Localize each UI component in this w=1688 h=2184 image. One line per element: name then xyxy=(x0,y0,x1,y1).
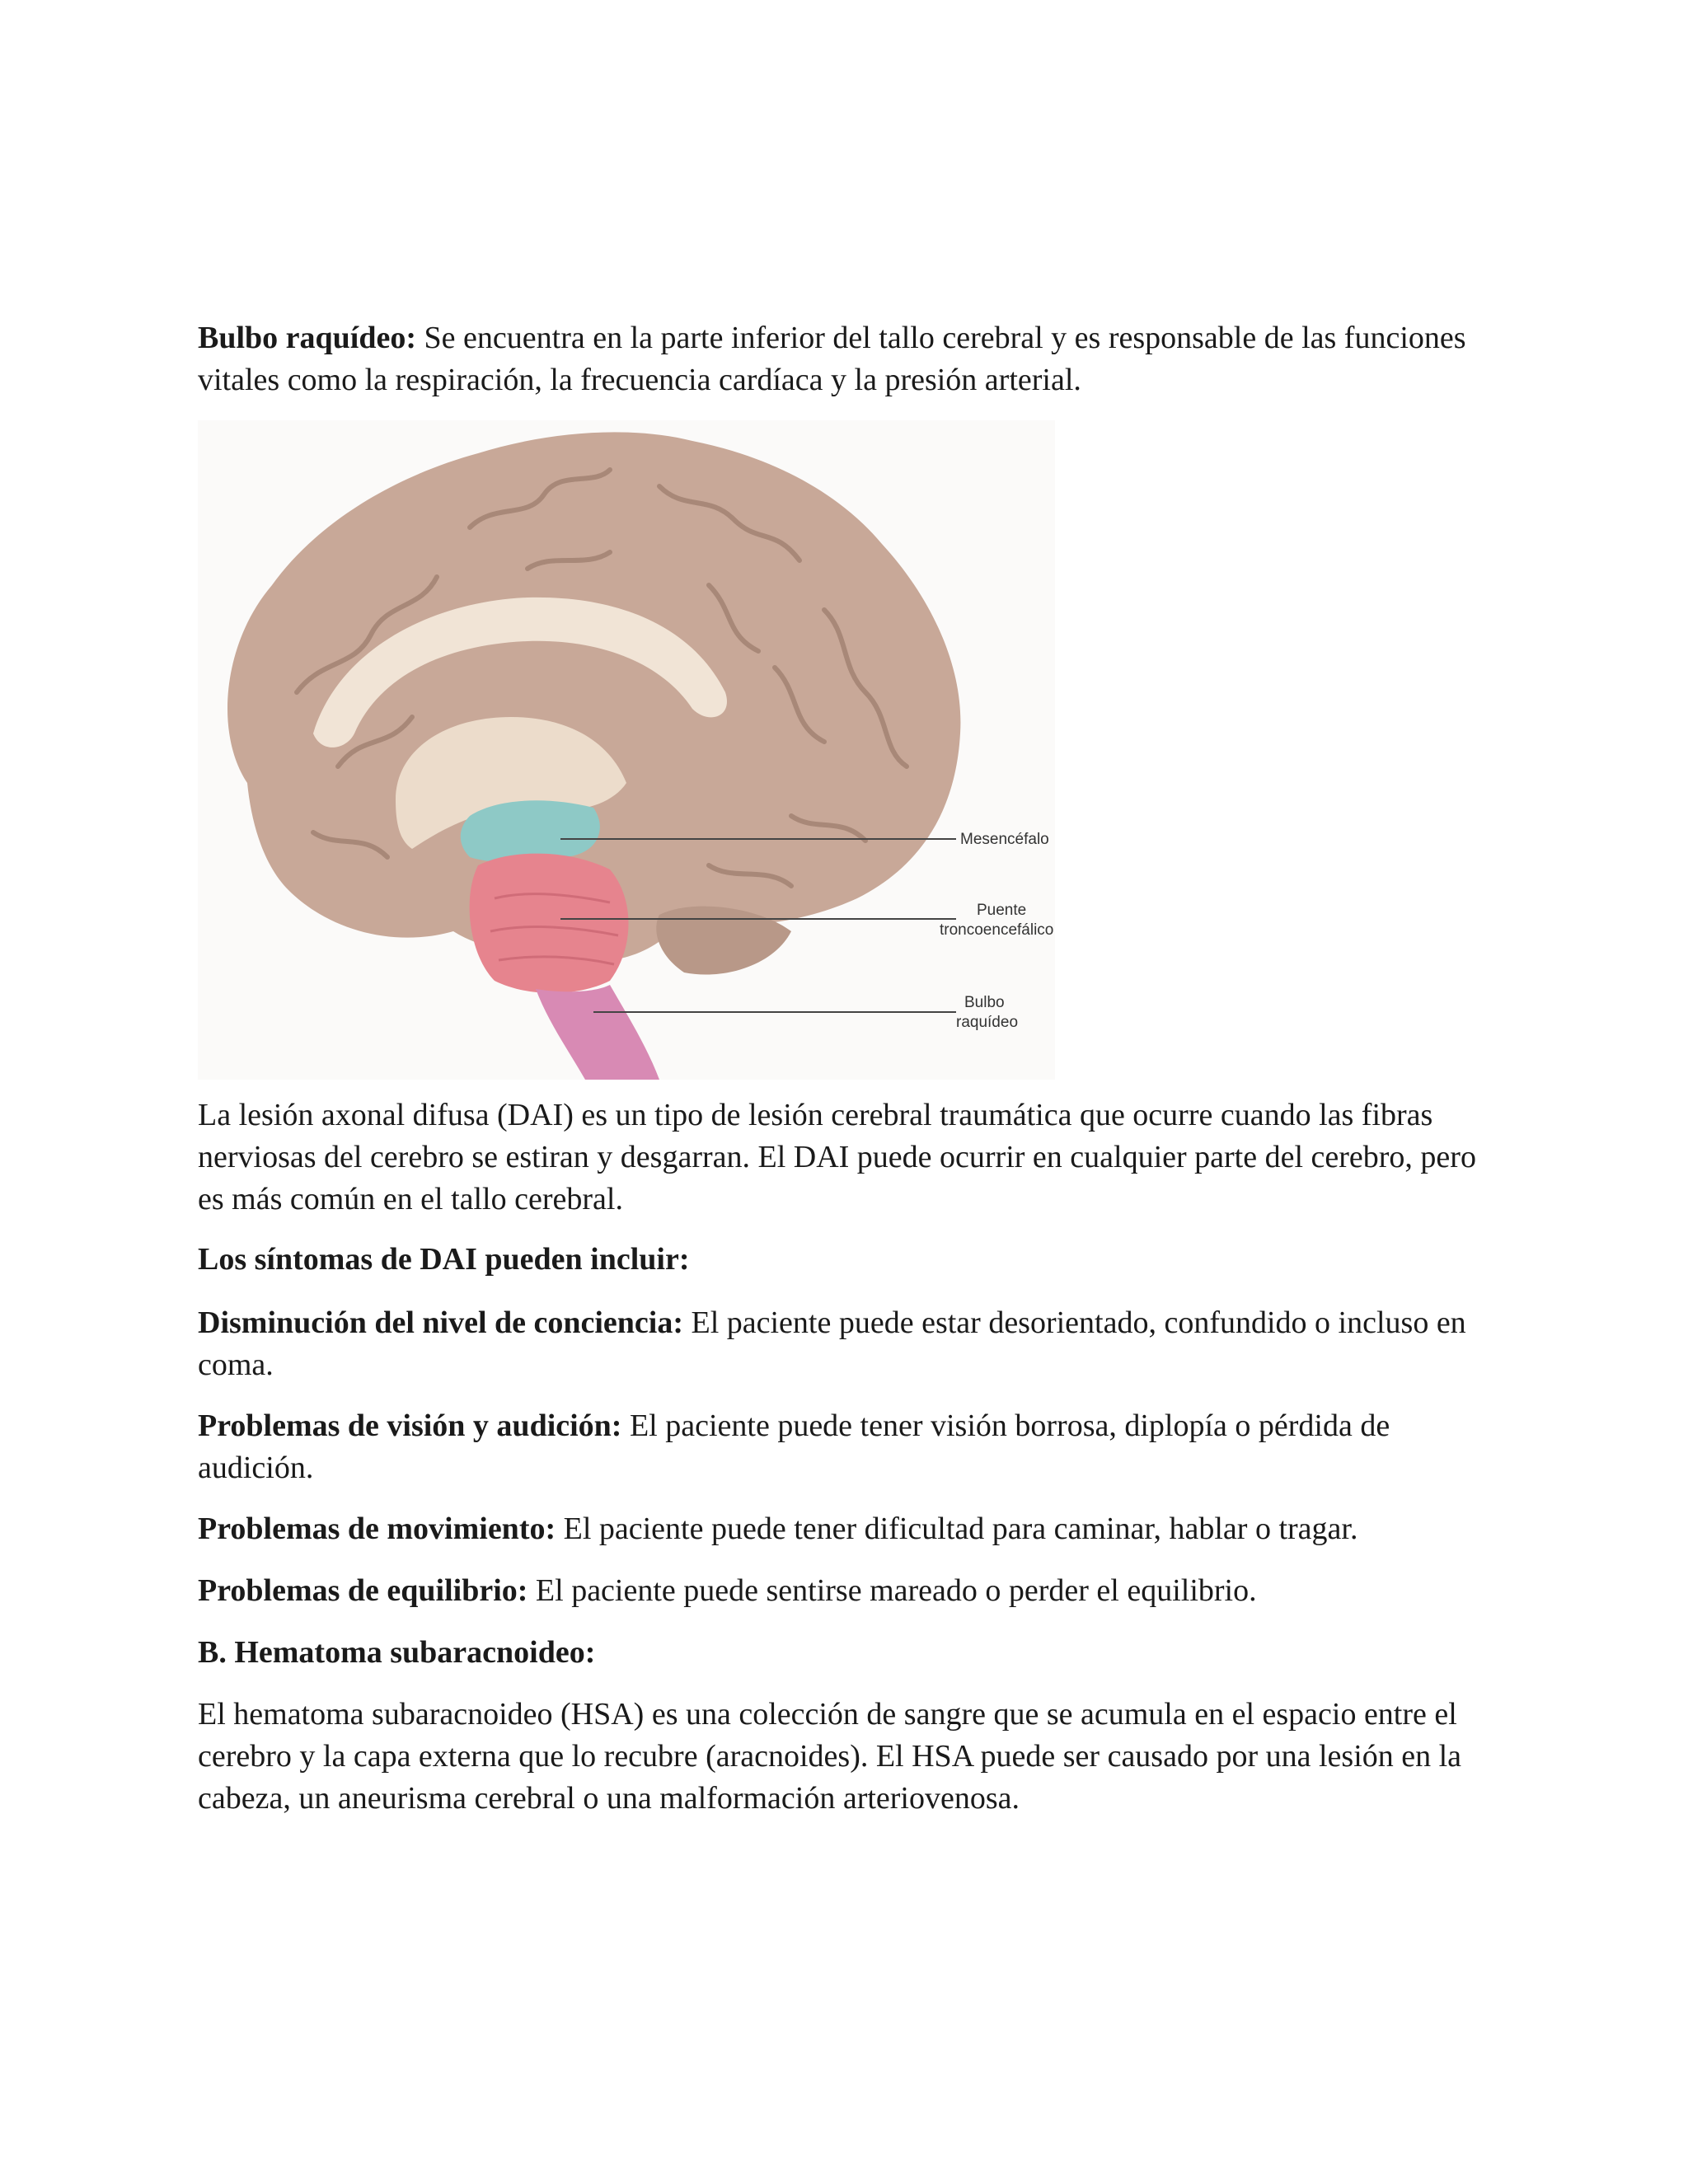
symptom-1 xyxy=(198,1302,1500,1386)
term-bulbo-raquideo: Bulbo raquídeo: xyxy=(198,321,417,355)
paragraph-bulbo-raquideo xyxy=(198,317,1500,401)
symptom-text: El paciente puede tener visión borrosa, diplopía o pérdida de audición. xyxy=(198,1408,1390,1485)
label-bulbo-2: raquídeo xyxy=(956,1014,1019,1031)
label-puente-1: Puente xyxy=(977,902,1027,919)
text-bulbo-raquideo: Se encuentra en la parte inferior del tallo cerebral y es responsable de las funciones vitales como la respiración, la frecuencia cardíaca y la presión arterial. xyxy=(198,321,1466,397)
symptom-4 xyxy=(198,1570,1500,1612)
symptom-term: Problemas de visión y audición: xyxy=(198,1408,622,1443)
brain-illustration xyxy=(198,420,1055,1080)
symptom-3 xyxy=(198,1508,1500,1550)
symptom-text: El paciente puede tener dificultad para caminar, hablar o tragar. xyxy=(556,1511,1358,1546)
brain-figure xyxy=(198,420,1055,1080)
symptom-text: El paciente puede sentirse mareado o perder el equilibrio. xyxy=(528,1573,1257,1608)
paragraph-hsa: El hematoma subaracnoideo (HSA) es una colección de sangre que se acumula en el espacio entre el cerebro y la capa externa que lo recubre (aracnoides). El HSA puede ser causado por una lesión en la cabeza, un aneurisma cerebral o una malformación arteriovenosa. xyxy=(198,1697,1462,1816)
symptom-term: Problemas de equilibrio: xyxy=(198,1573,528,1608)
heading-sintomas: Los síntomas de DAI pueden incluir: xyxy=(198,1242,690,1277)
label-puente-2: troncoencefálico xyxy=(940,921,1054,939)
symptom-2 xyxy=(198,1405,1500,1489)
symptom-term: Disminución del nivel de conciencia: xyxy=(198,1305,683,1340)
symptom-term: Problemas de movimiento: xyxy=(198,1511,556,1546)
label-mesencefalo: Mesencéfalo xyxy=(960,831,1049,848)
label-bulbo-1: Bulbo xyxy=(964,994,1005,1011)
pons-shape xyxy=(470,854,629,993)
heading-hematoma: B. Hematoma subaracnoideo: xyxy=(198,1635,596,1670)
symptom-text: El paciente puede estar desorientado, confundido o incluso en coma. xyxy=(198,1305,1466,1382)
paragraph-dai: La lesión axonal difusa (DAI) es un tipo de lesión cerebral traumática que ocurre cuando las fibras nerviosas del cerebro se estiran y desgarran. El DAI puede ocurrir en cualquier parte del cerebro, pero es más común en el tallo cerebral. xyxy=(198,1098,1476,1216)
